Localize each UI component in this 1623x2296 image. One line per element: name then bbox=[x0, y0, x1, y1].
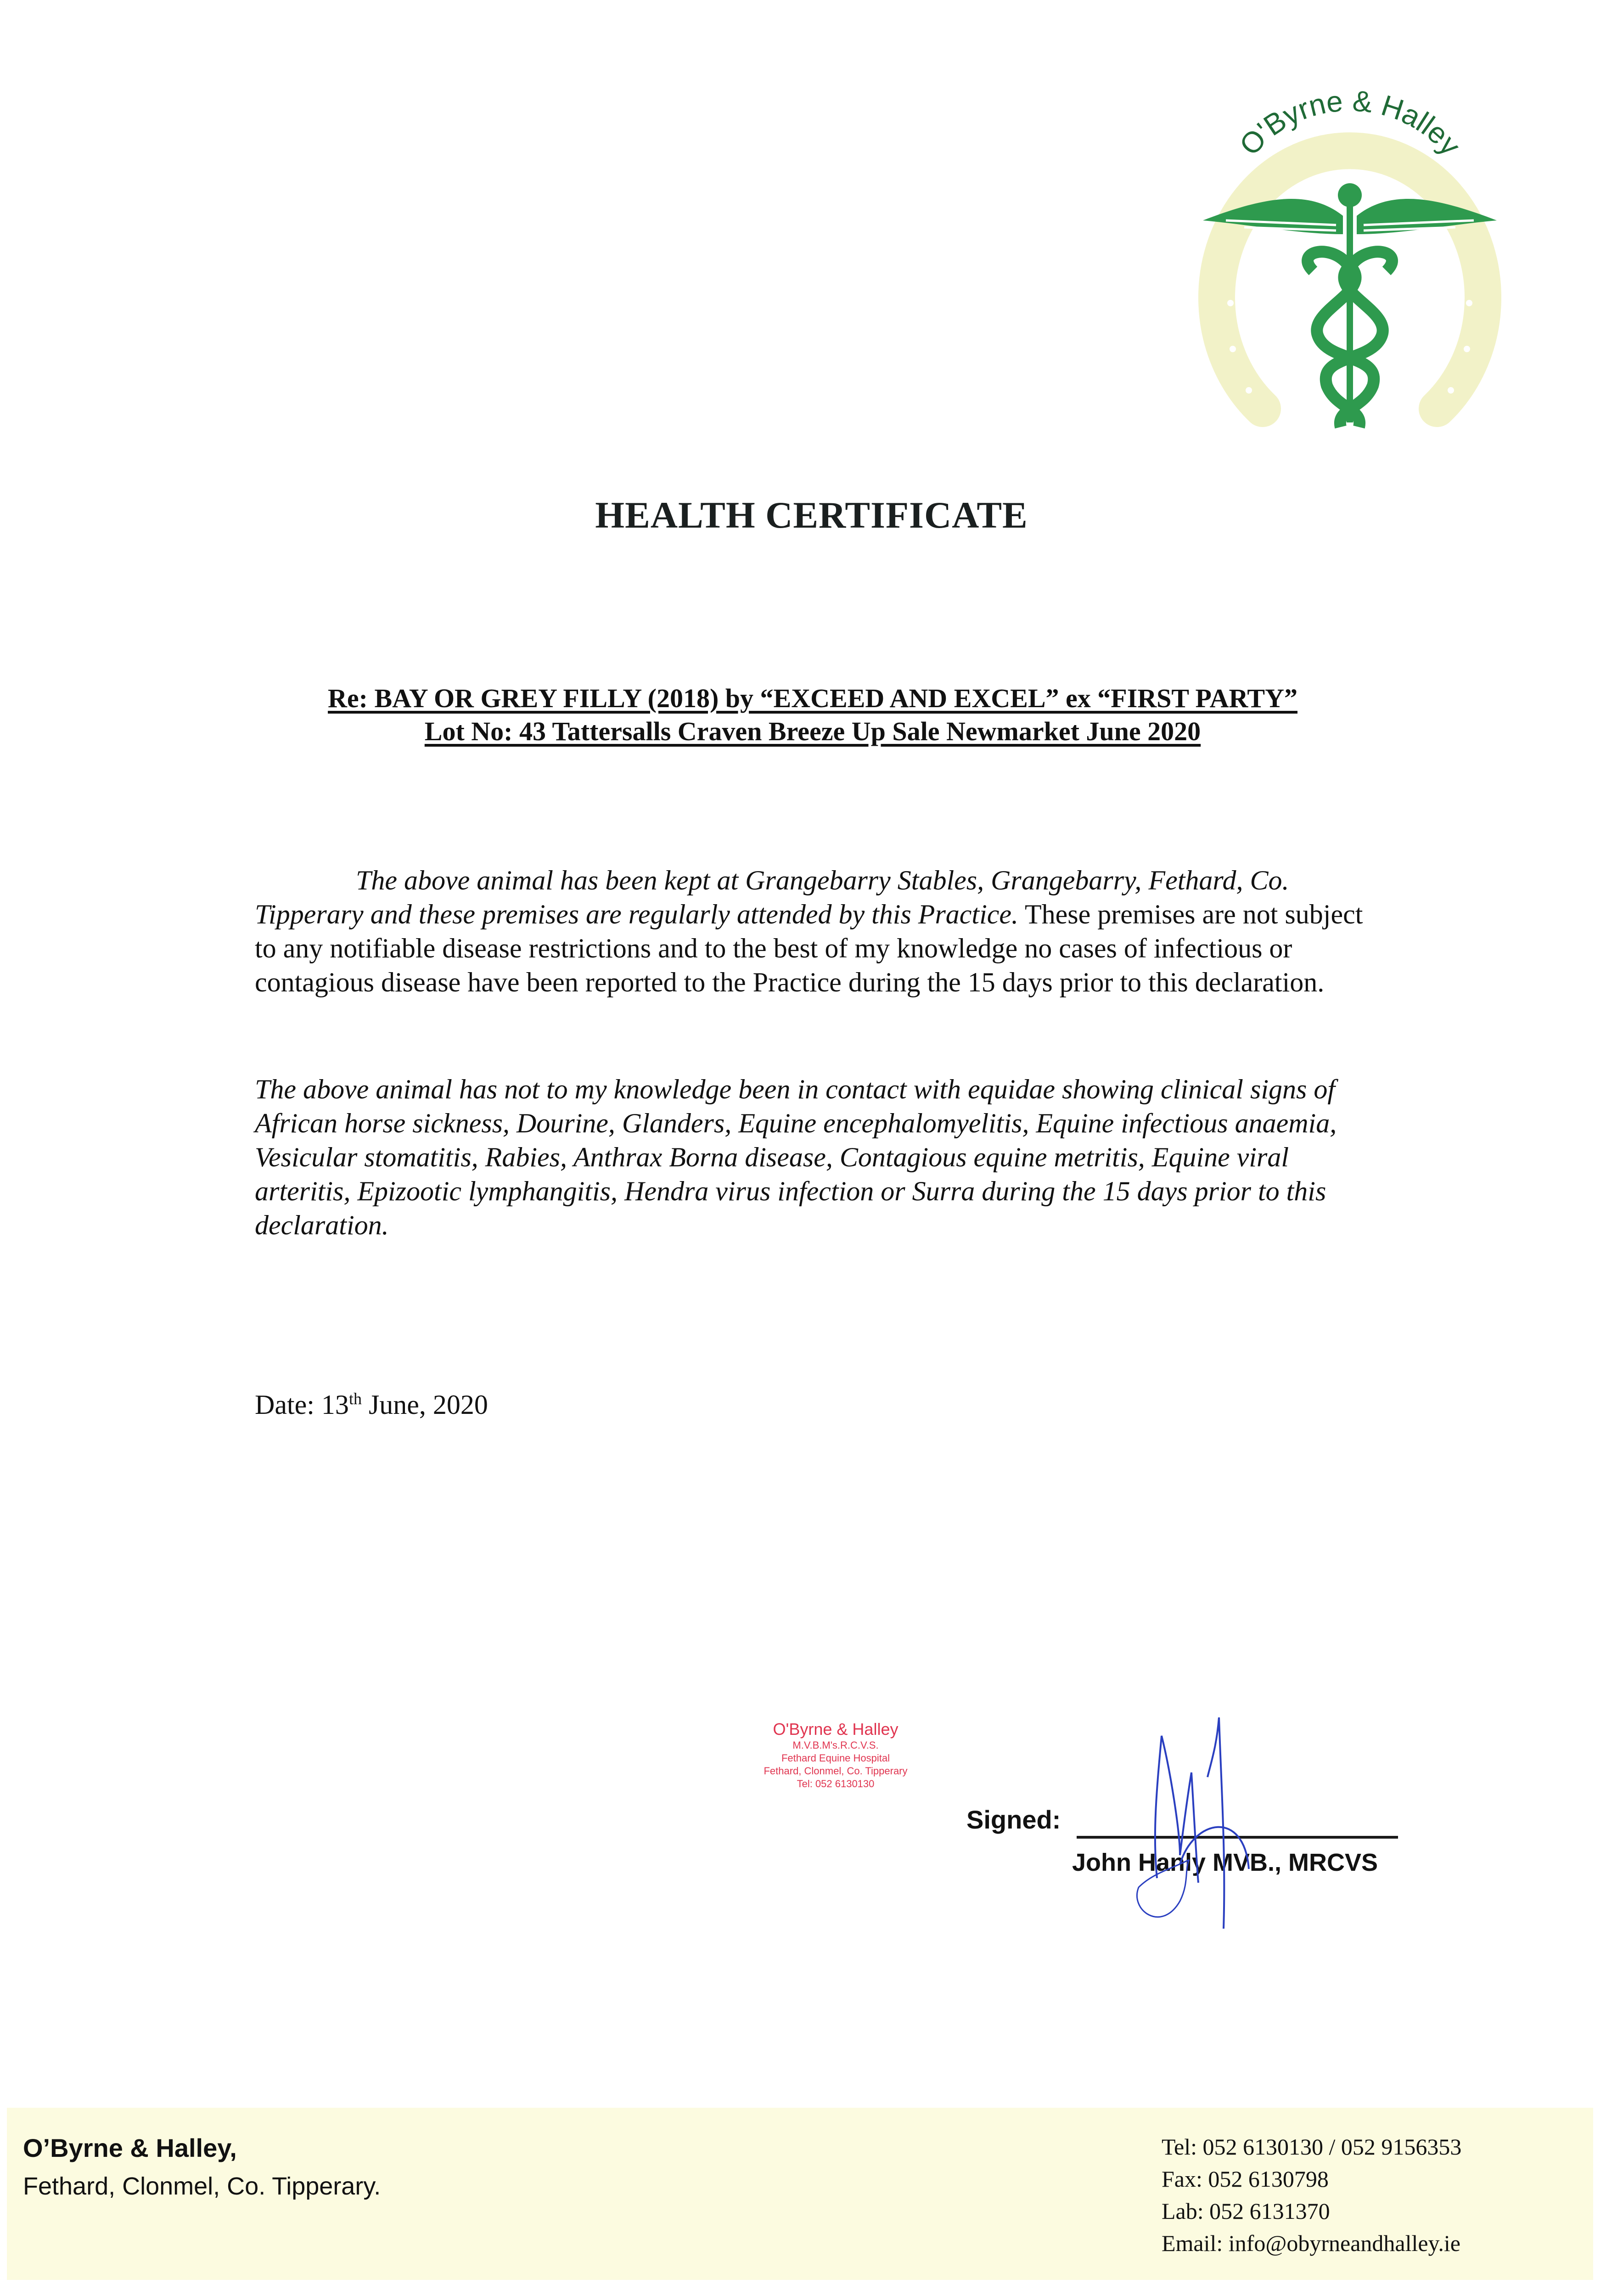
footer-fax: Fax: 052 6130798 bbox=[1162, 2166, 1329, 2192]
date-label: Date: 13 bbox=[255, 1390, 349, 1420]
subject-line-horse: Re: BAY OR GREY FILLY (2018) by “EXCEED AND EXCEL” ex “FIRST PARTY” bbox=[328, 683, 1297, 713]
date-rest: June, 2020 bbox=[361, 1390, 488, 1420]
practice-logo bbox=[1189, 69, 1511, 436]
subject-block bbox=[257, 682, 1368, 748]
signer-name: John Hanly MVB., MRCVS bbox=[1072, 1849, 1378, 1876]
stamp-line: O'Byrne & Halley bbox=[773, 1720, 899, 1739]
letterhead-footer bbox=[7, 2108, 1593, 2280]
caduceus-horseshoe-icon bbox=[1189, 69, 1511, 436]
stamp-line: M.V.B.M's.R.C.V.S. bbox=[792, 1739, 879, 1751]
footer-contact bbox=[1162, 2131, 1461, 2259]
handwritten-signature-icon bbox=[1125, 1717, 1276, 1933]
date-ordinal: th bbox=[348, 1390, 362, 1408]
footer-lab: Lab: 052 6131370 bbox=[1162, 2198, 1330, 2224]
premises-italic-text: The above animal has been kept at Grangebarry Stables, Grangebarry, Fethard, Co. Tipperary and these premises are regularly attended by this Practice. bbox=[255, 865, 1289, 929]
signed-label: Signed: bbox=[966, 1805, 1061, 1834]
stamp-line: Tel: 052 6130130 bbox=[797, 1778, 875, 1790]
footer-practice-name: O’Byrne & Halley, bbox=[23, 2133, 237, 2162]
certificate-date bbox=[255, 1389, 488, 1421]
stamp-line: Fethard Equine Hospital bbox=[781, 1752, 890, 1764]
svg-text:O'Byrne & Halley: O'Byrne & Halley bbox=[1233, 84, 1467, 162]
page-title: HEALTH CERTIFICATE bbox=[595, 494, 1028, 536]
subject-line-lot: Lot No: 43 Tattersalls Craven Breeze Up Sale Newmarket June 2020 bbox=[424, 716, 1201, 746]
premises-regular-text: These premises are not subject to any notifiable disease restrictions and to the best of my knowledge no cases of infectious or contagious disease have been reported to the Practice during the 15 days prior to this declaration. bbox=[255, 899, 1363, 997]
footer-address: Fethard, Clonmel, Co. Tipperary. bbox=[23, 2172, 381, 2200]
practice-stamp bbox=[735, 1720, 937, 1790]
disease-contact-paragraph: The above animal has not to my knowledge been in contact with equidae showing clinical signs of African horse sickness, Dourine, Glanders, Equine encephalomyelitis, Equine infectious anaemia, Vesicular stomatitis, Rabies, Anthrax Borna disease, Contagious equine metritis, Equine viral arteritis, Epizootic lymphangitis, Hendra virus infection or Surra during the 15 days prior to this declaration. bbox=[255, 1074, 1337, 1240]
premises-paragraph bbox=[255, 863, 1375, 999]
footer-email[interactable]: Email: info@obyrneandhalley.ie bbox=[1162, 2230, 1460, 2256]
stamp-line: Fethard, Clonmel, Co. Tipperary bbox=[764, 1765, 908, 1777]
footer-tel: Tel: 052 6130130 / 052 9156353 bbox=[1162, 2134, 1462, 2160]
